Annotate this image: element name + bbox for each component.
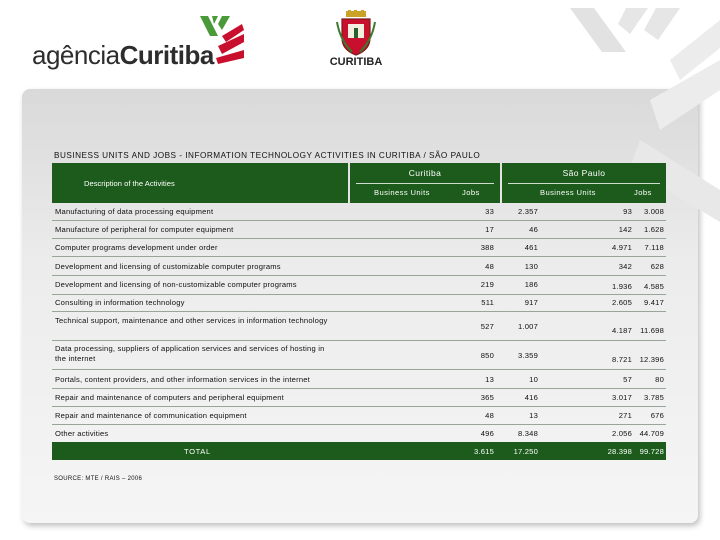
header-description: Description of the Activities xyxy=(52,163,348,203)
curitiba-jobs: 917 xyxy=(524,298,538,307)
sao-paulo-business-units: 2.056 xyxy=(611,429,632,438)
sao-paulo-business-units: 4.971 xyxy=(611,243,632,252)
curitiba-jobs: 1.007 xyxy=(517,322,538,331)
row-description: Development and licensing of customizable computer programs xyxy=(55,262,281,271)
header-jobs-curitiba: Jobs xyxy=(462,188,480,197)
sao-paulo-jobs: 4.585 xyxy=(643,282,664,291)
header-curitiba xyxy=(350,163,500,203)
row-description: Manufacture of peripheral for computer equipment xyxy=(55,225,234,234)
total-label: TOTAL xyxy=(184,447,211,456)
sao-paulo-jobs: 44.709 xyxy=(639,429,664,438)
sao-paulo-business-units: 57 xyxy=(623,375,632,384)
total-curitiba-jobs: 17.250 xyxy=(513,447,538,456)
table-title: BUSINESS UNITS AND JOBS - INFORMATION TECHNOLOGY ACTIVITIES IN CURITIBA / SÃO PAULO xyxy=(54,151,481,160)
curitiba-jobs: 46 xyxy=(529,225,538,234)
row-description: Technical support, maintenance and other services in information technology xyxy=(55,316,328,325)
sao-paulo-business-units: 8.721 xyxy=(611,355,632,364)
row-description: Consulting in information technology xyxy=(55,298,185,307)
header-sao-paulo xyxy=(502,163,666,203)
sao-paulo-business-units: 3.017 xyxy=(611,393,632,402)
total-curitiba-business-units: 3.615 xyxy=(473,447,494,456)
curitiba-jobs: 10 xyxy=(529,375,538,384)
curitiba-business-units: 850 xyxy=(480,351,494,360)
sao-paulo-business-units: 93 xyxy=(623,207,632,216)
crest-caption: CURITIBA xyxy=(329,56,383,68)
sao-paulo-business-units: 2.605 xyxy=(611,298,632,307)
curitiba-business-units: 527 xyxy=(480,322,494,331)
curitiba-jobs: 8.348 xyxy=(517,429,538,438)
total-sao-paulo-business-units: 28.398 xyxy=(607,447,632,456)
curitiba-jobs: 13 xyxy=(529,411,538,420)
curitiba-jobs: 186 xyxy=(524,280,538,289)
sao-paulo-jobs: 676 xyxy=(650,411,664,420)
curitiba-jobs: 2.357 xyxy=(517,207,538,216)
curitiba-business-units: 388 xyxy=(480,243,494,252)
header-city-curitiba: Curitiba xyxy=(408,168,442,178)
sao-paulo-business-units: 342 xyxy=(618,262,632,271)
curitiba-jobs: 416 xyxy=(524,393,538,402)
row-description: Other activities xyxy=(55,429,109,438)
curitiba-business-units: 33 xyxy=(485,207,494,216)
sao-paulo-jobs: 7.118 xyxy=(644,243,664,252)
curitiba-business-units: 219 xyxy=(480,280,494,289)
sao-paulo-jobs: 9.417 xyxy=(643,298,664,307)
sao-paulo-business-units: 142 xyxy=(618,225,632,234)
row-description: Manufacturing of data processing equipment xyxy=(55,207,214,216)
city-crest-icon xyxy=(336,10,376,56)
sao-paulo-business-units: 271 xyxy=(618,411,632,420)
row-description: Computer programs development under order xyxy=(55,243,218,252)
row-description: Repair and maintenance of communication equipment xyxy=(55,411,247,420)
row-description: Development and licensing of non-customizable computer programs xyxy=(55,280,297,289)
curitiba-business-units: 48 xyxy=(485,411,494,420)
sao-paulo-business-units: 1.936 xyxy=(611,282,632,291)
curitiba-crest xyxy=(326,10,386,70)
curitiba-jobs: 130 xyxy=(524,262,538,271)
curitiba-business-units: 48 xyxy=(485,262,494,271)
sao-paulo-business-units: 4.187 xyxy=(611,326,632,335)
brand-part-2: Curitiba xyxy=(119,40,214,70)
total-row xyxy=(52,442,666,460)
header-jobs-sao-paulo: Jobs xyxy=(634,188,652,197)
total-sao-paulo-jobs: 99.728 xyxy=(639,447,664,456)
curitiba-business-units: 365 xyxy=(480,393,494,402)
curitiba-jobs: 461 xyxy=(524,243,538,252)
sao-paulo-jobs: 3.785 xyxy=(643,393,664,402)
curitiba-business-units: 511 xyxy=(481,298,494,307)
curitiba-business-units: 496 xyxy=(480,429,494,438)
source-note: SOURCE: MTE / RAIS – 2006 xyxy=(54,476,143,482)
row-description: Repair and maintenance of computers and peripheral equipment xyxy=(55,393,284,402)
sao-paulo-jobs: 11.698 xyxy=(640,326,664,335)
sao-paulo-jobs: 1.628 xyxy=(643,225,664,234)
curitiba-business-units: 13 xyxy=(485,375,494,384)
row-description: Portals, content providers, and other information services in the internet xyxy=(55,375,310,384)
row-description: Data processing, suppliers of application services and services of hosting in the internet xyxy=(55,344,325,363)
brand-part-1: agência xyxy=(32,40,120,70)
sao-paulo-jobs: 80 xyxy=(655,375,664,384)
header-city-sao-paulo: São Paulo xyxy=(562,168,606,178)
sao-paulo-jobs: 3.008 xyxy=(643,207,664,216)
header-business-units-sao-paulo: Business Units xyxy=(540,188,596,197)
sao-paulo-jobs: 628 xyxy=(650,262,664,271)
brand-wordmark xyxy=(32,40,214,71)
curitiba-business-units: 17 xyxy=(485,225,494,234)
curitiba-jobs: 3.359 xyxy=(517,351,538,360)
header-business-units-curitiba: Business Units xyxy=(374,188,430,197)
sao-paulo-jobs: 12.396 xyxy=(639,355,664,364)
